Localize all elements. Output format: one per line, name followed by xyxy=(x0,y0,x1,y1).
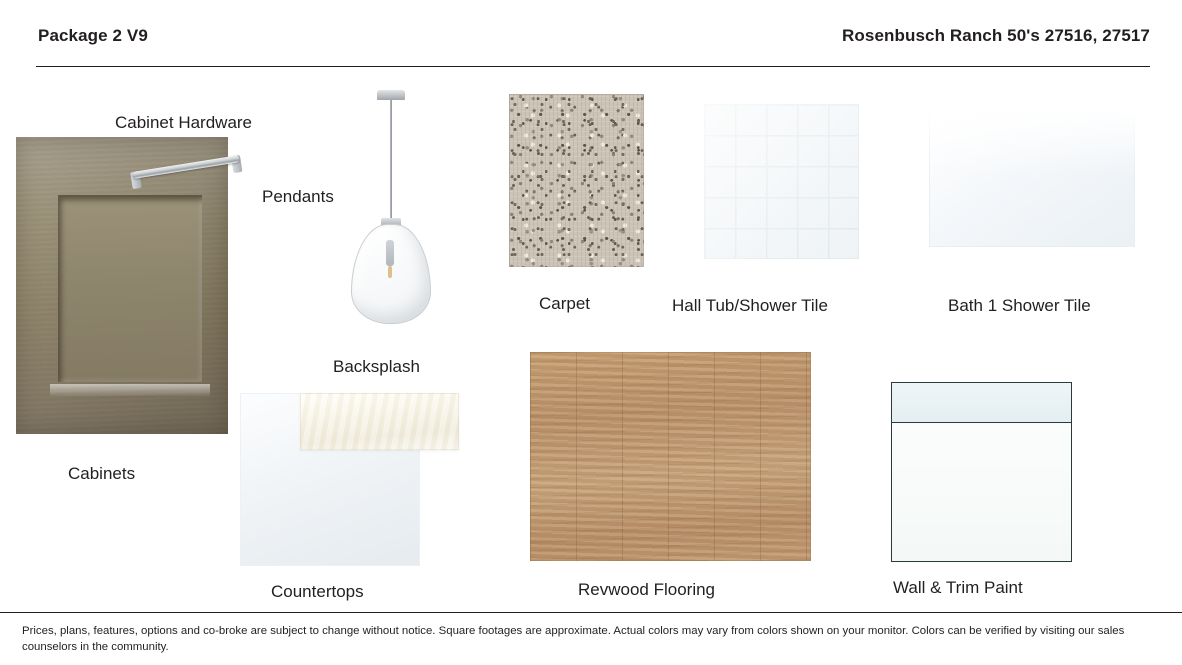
pendant-filament xyxy=(388,266,392,278)
header-divider xyxy=(36,66,1150,67)
label-backsplash: Backsplash xyxy=(333,357,420,376)
pendant-canopy xyxy=(377,90,405,100)
label-hall-tub-shower-tile: Hall Tub/Shower Tile xyxy=(672,296,828,315)
label-bath-1-shower-tile: Bath 1 Shower Tile xyxy=(948,296,1091,315)
pendant-swatch xyxy=(336,90,446,325)
carpet-swatch xyxy=(509,94,644,267)
label-cabinets: Cabinets xyxy=(68,464,136,483)
header xyxy=(0,26,1182,70)
backsplash-swatch xyxy=(300,393,459,450)
label-cabinet-hardware: Cabinet Hardware xyxy=(115,113,253,132)
pull-bar xyxy=(132,155,240,179)
package-title: Package 2 V9 xyxy=(38,26,148,45)
bath-1-shower-tile-swatch xyxy=(929,113,1135,247)
cabinet-door-panel xyxy=(58,195,202,382)
project-title: Rosenbusch Ranch 50's 27516, 27517 xyxy=(842,26,1150,45)
paint-trim-band xyxy=(892,383,1071,423)
label-wall-trim-paint: Wall & Trim Paint xyxy=(893,578,1023,597)
pendant-bulb xyxy=(386,240,394,266)
label-countertops: Countertops xyxy=(271,582,364,601)
paint-wall-field xyxy=(892,424,1071,561)
footer-disclaimer: Prices, plans, features, options and co-broke are subject to change without notice. Square footages are approximate. Actual colors may vary from colors shown on your monitor. Colors can be verified by visiting our sales counselors in the community. xyxy=(22,625,1125,653)
hall-tub-shower-tile-swatch xyxy=(704,104,859,259)
revwood-flooring-swatch xyxy=(530,352,811,561)
cabinets-swatch xyxy=(16,137,228,434)
pendant-rod xyxy=(390,100,392,222)
footer-divider xyxy=(0,612,1182,613)
label-revwood-flooring: Revwood Flooring xyxy=(578,580,716,599)
label-carpet: Carpet xyxy=(539,294,591,313)
label-pendants: Pendants xyxy=(262,187,334,206)
wall-trim-paint-swatch xyxy=(891,382,1072,562)
